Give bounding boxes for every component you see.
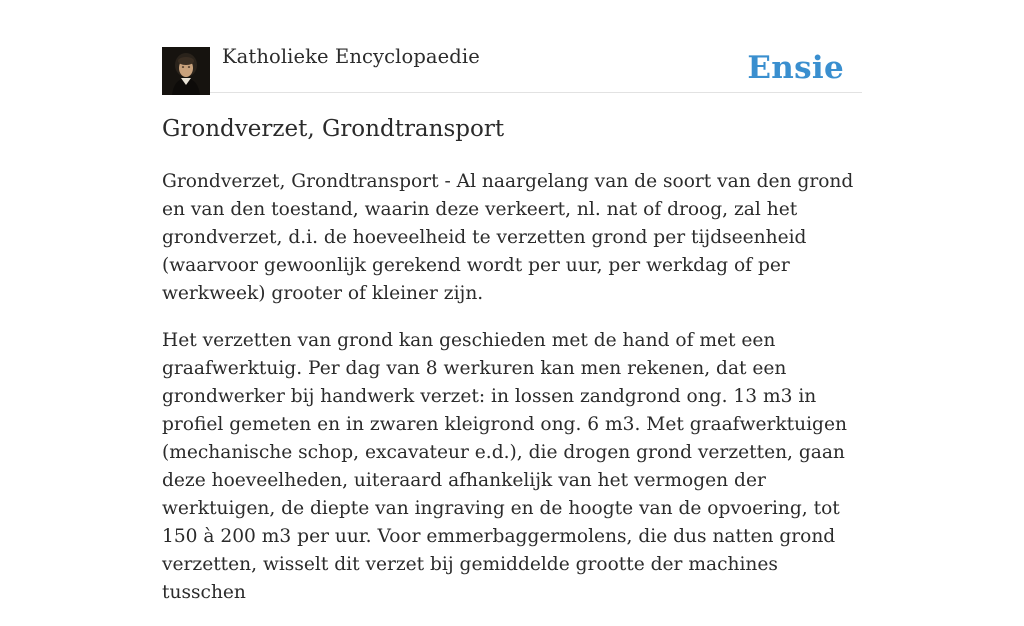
portrait-avatar[interactable] xyxy=(162,47,210,95)
source-name[interactable]: Katholieke Encyclopaedie xyxy=(222,45,480,68)
portrait-icon xyxy=(162,47,210,95)
brand-logo[interactable]: Ensie xyxy=(747,50,844,86)
paragraph: Grondverzet, Grondtransport - Al naargelang van de soort van den grond en van den toestand, waarin deze verkeert, nl. nat of droog, zal het grondverzet, d.i. de hoeveelheid te verzetten grond per tijdseenheid (waarvoor gewoonlijk gerekend wordt per uur, per werkdag of per werkweek) grooter of kleiner zijn. xyxy=(162,171,854,304)
article-title: Grondverzet, Grondtransport xyxy=(162,116,505,142)
article-body xyxy=(162,168,862,626)
paragraph: Het verzetten van grond kan geschieden met de hand of met een graafwerktuig. Per dag van 8 werkuren kan men rekenen, dat een grondwerker bij handwerk verzet: in lossen zandgrond ong. 13 m3 in profiel gemeten en in zwaren kleigrond ong. 6 m3. Met graafwerktuigen (mechanische schop, excavateur e.d.), die drogen grond verzetten, gaan deze hoeveelheden, uiteraard afhankelijk van het vermogen der werktuigen, de diepte van ingraving en de hoogte van de opvoering, tot 150 à 200 m3 per uur. Voor emmerbaggermolens, die dus natten grond verzetten, wisselt dit verzet bij gemiddelde grootte der machines tusschen xyxy=(162,330,847,603)
site-header xyxy=(162,0,862,93)
page-container xyxy=(162,0,862,603)
